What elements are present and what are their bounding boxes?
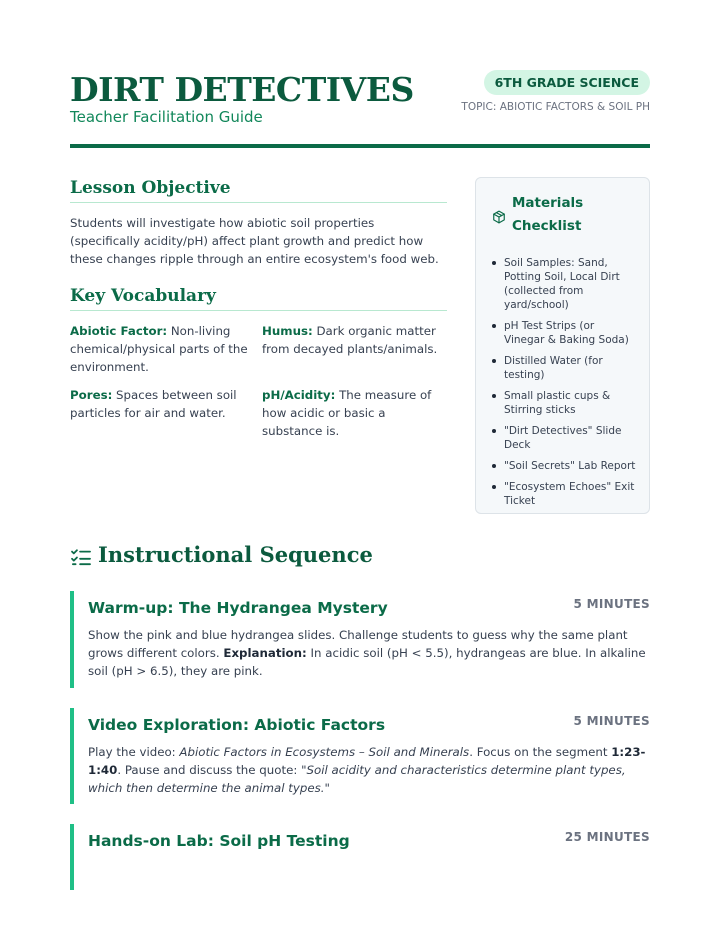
vocab-definition: The measure of how acidic or basic a substance is.: [262, 388, 432, 438]
step-duration: 25 MINUTES: [564, 830, 650, 844]
left-column: [70, 178, 447, 440]
sequence-title: Instructional Sequence: [98, 542, 373, 567]
materials-item: Small plastic cups & Stirring sticks: [490, 389, 637, 417]
step-description: [88, 743, 650, 797]
vocab-term: Abiotic Factor:: [70, 324, 168, 338]
step-text: In acidic soil (pH < 5.5), hydrangeas are blue. In alkaline soil (pH > 6.5), they are pink.: [88, 646, 646, 678]
vocabulary-heading: Key Vocabulary: [70, 286, 447, 311]
materials-header: [490, 192, 637, 242]
vocab-definition: Non-living chemical/physical parts of the environment.: [70, 324, 248, 374]
materials-item: "Ecosystem Echoes" Exit Ticket: [490, 480, 637, 508]
video-timestamp: 1:23-1:40: [88, 745, 646, 777]
sequence-step-warm-up: [70, 591, 650, 688]
header-divider: [70, 144, 650, 148]
box-icon: [492, 210, 506, 224]
page-subtitle: Teacher Facilitation Guide: [70, 108, 263, 126]
step-duration: 5 MINUTES: [573, 597, 650, 611]
step-bold-text: Explanation:: [223, 646, 307, 660]
vocab-term: Pores:: [70, 388, 113, 402]
grade-badge: 6TH GRADE SCIENCE: [484, 70, 650, 95]
vocab-item: [70, 386, 256, 440]
vocab-definition: Spaces between soil particles for air and water.: [70, 388, 237, 420]
step-name: Video Exploration: Abiotic Factors: [88, 716, 386, 734]
step-description: [88, 626, 650, 680]
vocabulary-grid: [70, 322, 447, 440]
step-name: Warm-up: The Hydrangea Mystery: [88, 599, 388, 617]
step-duration: 5 MINUTES: [573, 714, 650, 728]
vocab-term: pH/Acidity:: [262, 388, 336, 402]
vocab-item: [262, 322, 448, 376]
materials-checklist-card: [475, 177, 650, 514]
video-quote: "Soil acidity and characteristics determine plant types, which then determine the animal types.": [88, 763, 626, 795]
materials-item: pH Test Strips (or Vinegar & Baking Soda): [490, 319, 637, 347]
page-header: [70, 70, 650, 148]
step-text: . Pause and discuss the quote:: [117, 763, 302, 777]
vocab-item: [70, 322, 256, 376]
objective-text: Students will investigate how abiotic soil properties (specifically acidity/pH) affect plant growth and predict how these changes ripple through an entire ecosystem's food web.: [70, 216, 439, 266]
step-text: Play the video:: [88, 745, 180, 759]
checklist-icon: [70, 548, 92, 566]
step-text: Show the pink and blue hydrangea slides. Challenge students to guess why the same plant grows different colors.: [88, 628, 628, 660]
vocab-item: [262, 386, 448, 440]
topic-label: TOPIC: ABIOTIC FACTORS & SOIL PH: [461, 101, 650, 113]
materials-item: Distilled Water (for testing): [490, 354, 637, 382]
materials-title: Materials Checklist: [512, 195, 584, 234]
video-title: Abiotic Factors in Ecosystems – Soil and Minerals: [179, 745, 470, 759]
materials-item: "Soil Secrets" Lab Report: [490, 459, 637, 473]
sequence-step-video: [70, 708, 650, 804]
step-text: . Focus on the segment: [469, 745, 612, 759]
materials-item: Soil Samples: Sand, Potting Soil, Local Dirt (collected from yard/school): [490, 256, 637, 312]
step-name: Hands-on Lab: Soil pH Testing: [88, 832, 350, 850]
materials-list: [490, 256, 637, 508]
sequence-step-lab: [70, 824, 650, 890]
materials-item: "Dirt Detectives" Slide Deck: [490, 424, 637, 452]
objective-heading: Lesson Objective: [70, 178, 447, 203]
vocab-definition: Dark organic matter from decayed plants/animals.: [262, 324, 438, 356]
page-title: DIRT DETECTIVES: [70, 70, 414, 109]
vocab-term: Humus:: [262, 324, 313, 338]
sequence-header: [70, 542, 470, 572]
